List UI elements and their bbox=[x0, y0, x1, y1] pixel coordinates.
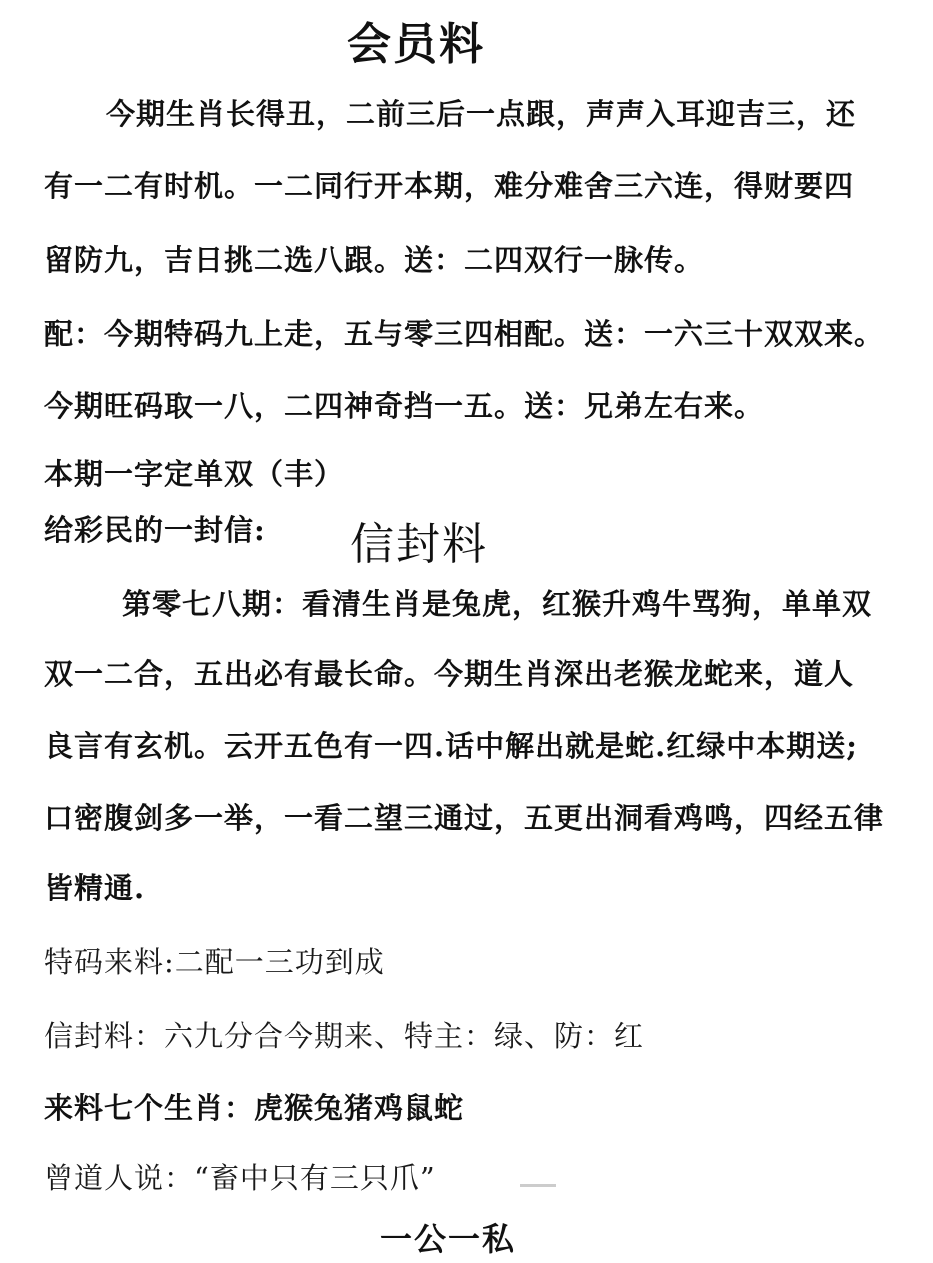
extra-line-2: 信封料：六九分合今期来、特主：绿、防：红 bbox=[44, 1019, 645, 1053]
member-line-2: 有一二有时机。一二同行开本期，难分难舍三六连，得财要四 bbox=[44, 169, 855, 203]
member-line-5: 今期旺码取一八，二四神奇挡一五。送：兄弟左右来。 bbox=[44, 389, 765, 423]
scan-speck bbox=[520, 1184, 556, 1187]
member-title: 会员料 bbox=[347, 19, 485, 70]
member-line-6: 本期一字定单双（丰） bbox=[44, 457, 345, 491]
letter-line-3: 良言有玄机。云开五色有一四.话中解出就是蛇.红绿中本期送; bbox=[44, 729, 858, 763]
letter-title: 信封料 bbox=[350, 519, 488, 570]
letter-line-5: 皆精通. bbox=[44, 871, 146, 905]
extra-line-1: 特码来料:二配一三功到成 bbox=[44, 945, 385, 979]
letter-intro: 给彩民的一封信: bbox=[44, 513, 266, 547]
extra-line-3: 来料七个生肖：虎猴兔猪鸡鼠蛇 bbox=[44, 1091, 465, 1125]
member-line-4: 配：今期特码九上走，五与零三四相配。送：一六三十双双来。 bbox=[44, 317, 885, 351]
extra-line-4: 曾道人说：“畜中只有三只爪” bbox=[44, 1161, 436, 1195]
letter-line-2: 双一二合，五出必有最长命。今期生肖深出老猴龙蛇来，道人 bbox=[44, 657, 855, 691]
member-line-1: 今期生肖长得丑，二前三后一点跟，声声入耳迎吉三，还 bbox=[106, 97, 857, 131]
member-line-3: 留防九，吉日挑二选八跟。送：二四双行一脉传。 bbox=[44, 243, 705, 277]
letter-line-1: 第零七八期：看清生肖是兔虎，红猴升鸡牛骂狗，单单双 bbox=[122, 587, 873, 621]
letter-line-4: 口密腹剑多一举，一看二望三通过，五更出洞看鸡鸣，四经五律 bbox=[44, 801, 885, 835]
footer-text: 一公一私 bbox=[380, 1220, 517, 1258]
